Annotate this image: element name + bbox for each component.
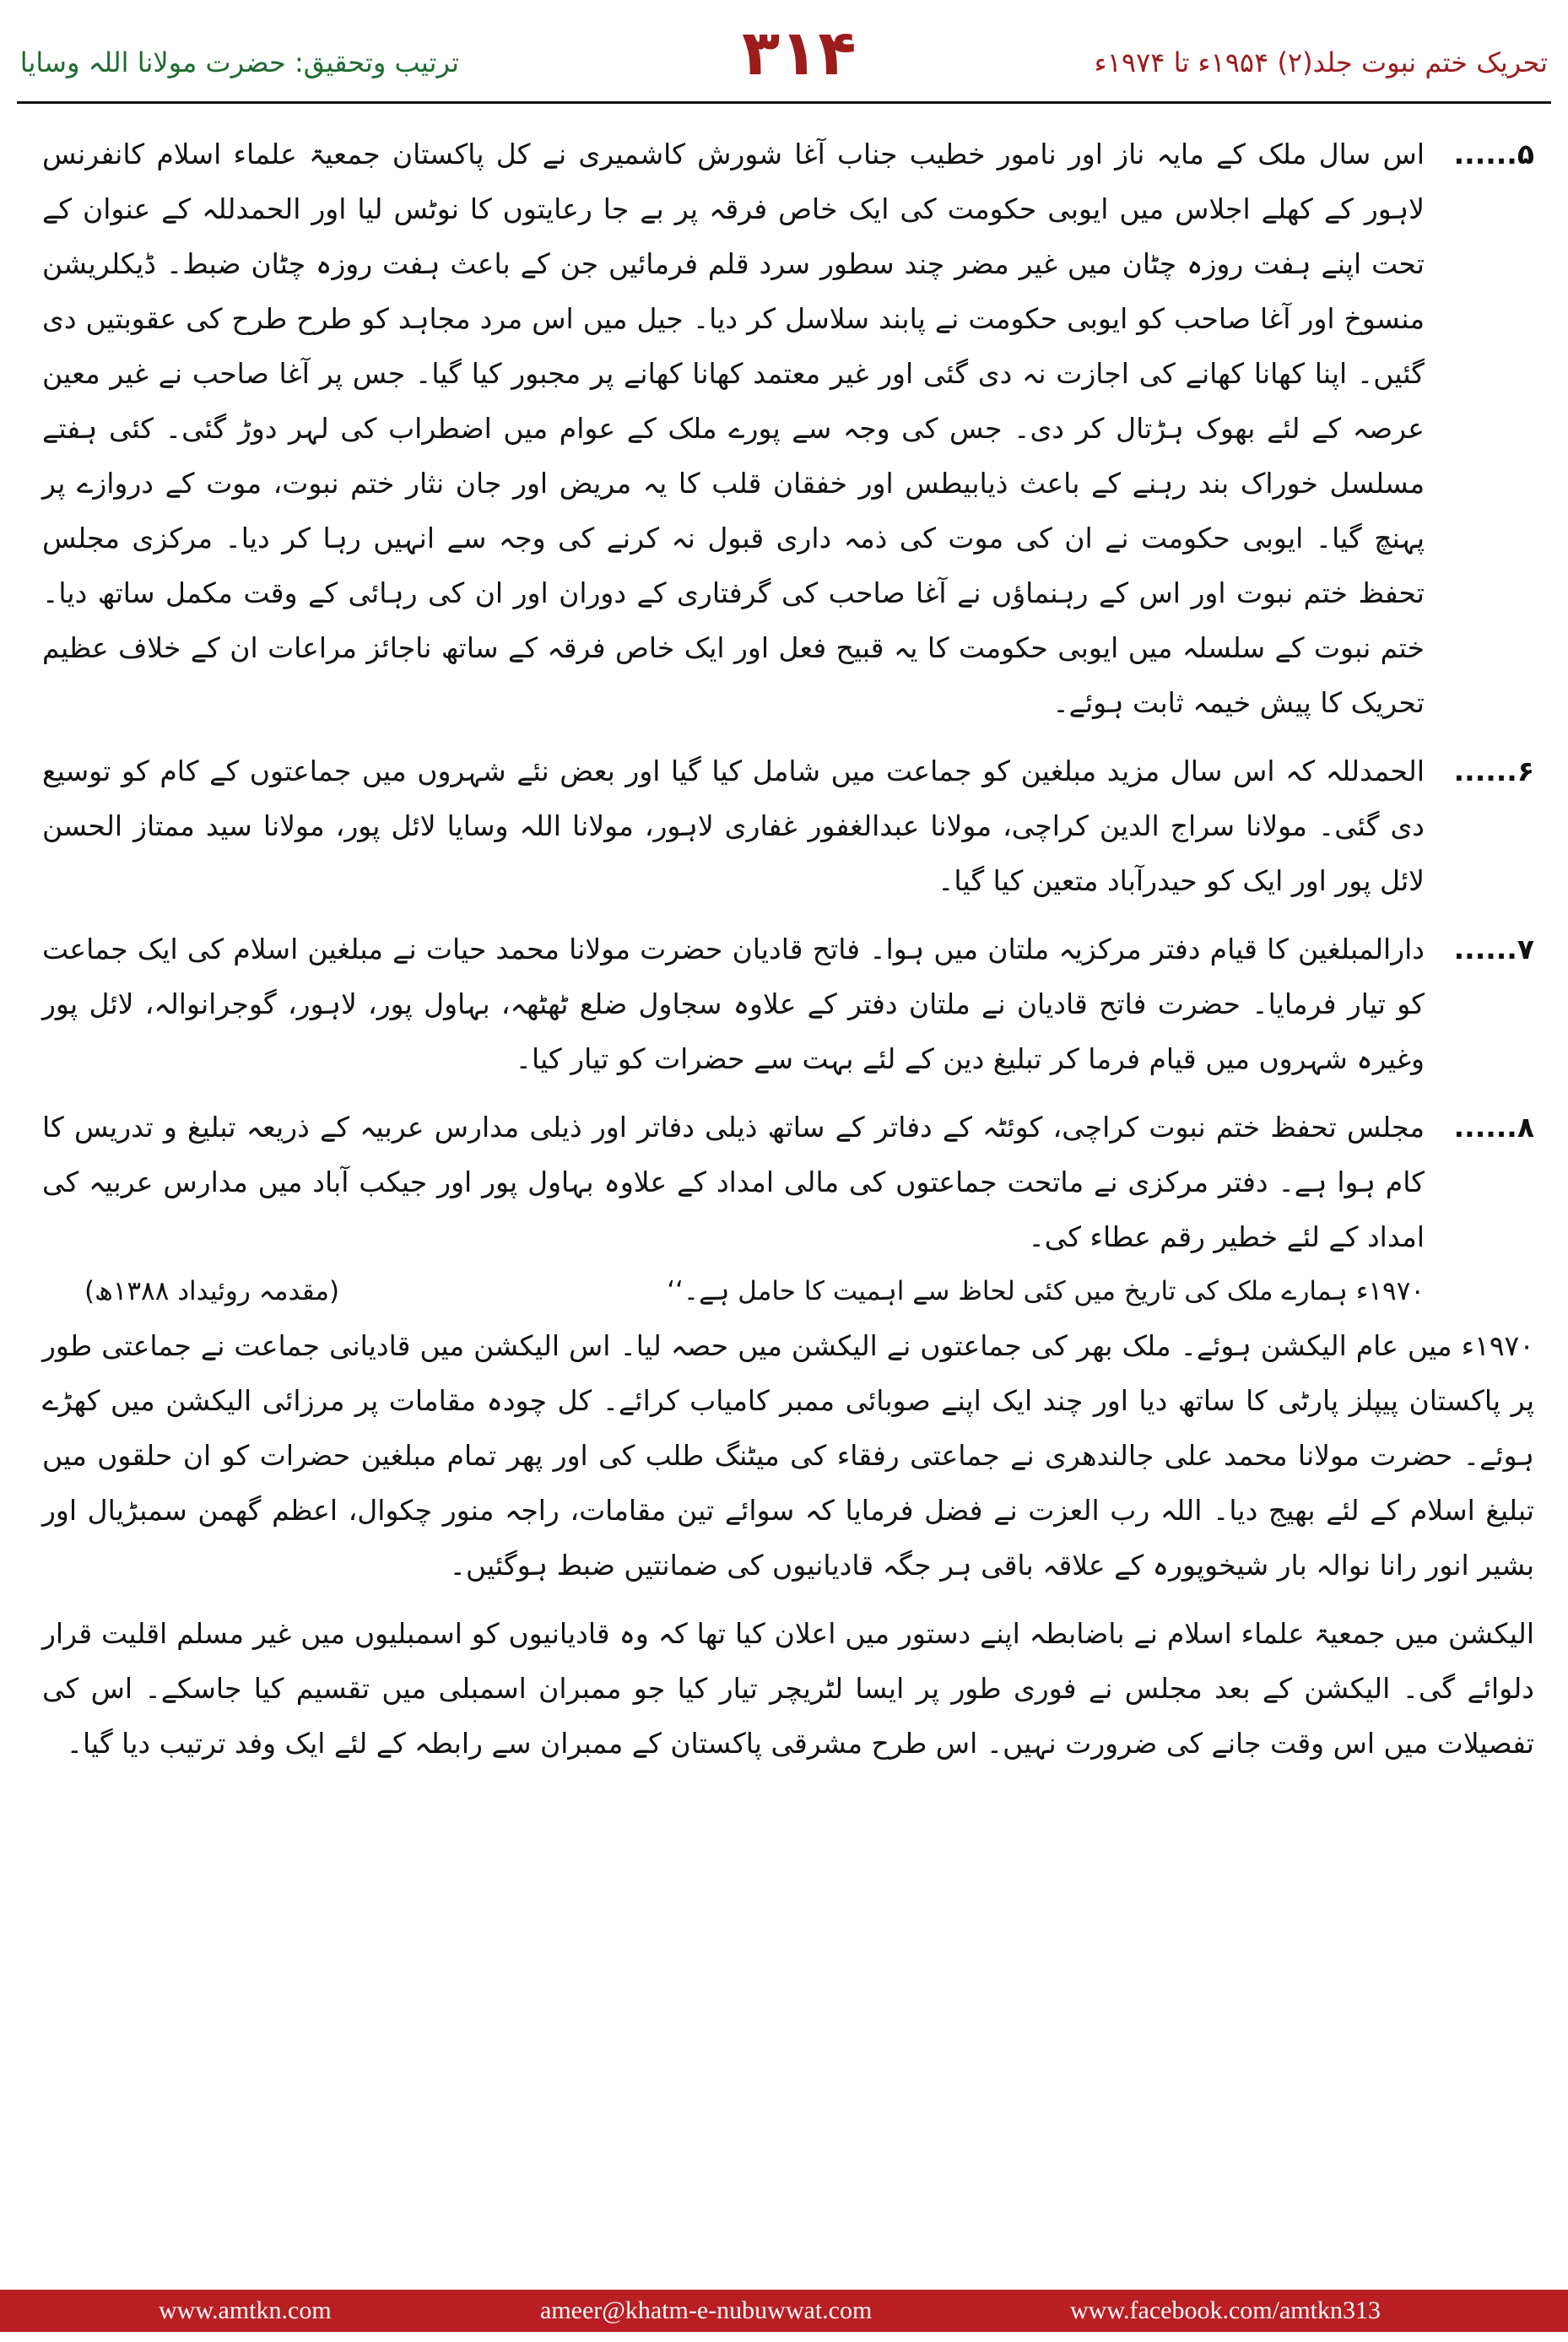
paragraph-text: ۱۹۷۰ء میں عام الیکشن ہوئے۔ ملک بھر کی جماعتوں نے الیکشن میں حصہ لیا۔ اس الیکشن میں قادیانی جماعت نے جماعتی طور پر پاکستان پیپلز پارٹی کا ساتھ دیا اور چند ایک اپنے صوبائی ممبر کامیاب کرائے۔ کل چودہ مقامات پر مرزائی الیکشن میں کھڑے ہوئے۔ حضرت مولانا محمد علی جالندھری نے جماعتی رفقاء کی میٹنگ طلب کی اور پھر تمام مبلغین حضرات کو ان حلقوں میں تبلیغ اسلام کے لئے بھیج دیا۔ اللہ رب العزت نے فضل فرمایا کہ سوائے تین مقامات، راجہ منور چکوال، اعظم گھمن سمبڑیال اور بشیر انور رانا نوالہ بار شیخوپورہ کے علاقہ باقی ہر جگہ قادیانیوں کی ضمانتیں ضبط ہوگئیں۔ [42, 1329, 1534, 1582]
page-body [34, 127, 1534, 2270]
compiler-credit: ترتیب وتحقیق: حضرت مولانا اللہ وسایا [20, 46, 459, 78]
book-title: تحریک ختم نبوت جلد(۲) ۱۹۵۴ء تا ۱۹۷۴ء [1094, 46, 1548, 78]
paragraph-text: اس سال ملک کے مایہ ناز اور نامور خطیب جناب آغا شورش کاشمیری نے کل پاکستان جمعیۃ علماء اسلام کانفرنس لاہور کے کھلے اجلاس میں ایوبی حکومت کی ایک خاص فرقہ پر بے جا رعایتوں کا نوٹس لیا اور الحمدللہ کے عنوان کے تحت اپنے ہفت روزہ چٹان میں غیر مضر چند سطور سرد قلم فرمائیں جن کے باعث ہفت روزہ چٹان ضبط۔ ڈیکلریشن منسوخ اور آغا صاحب کو ایوبی حکومت نے پابند سلاسل کر دیا۔ جیل میں اس مرد مجاہد کو طرح طرح کی عقوبتیں دی گئیں۔ اپنا کھانا کھانے کی اجازت نہ دی گئی اور غیر معتمد کھانا کھانے پر مجبور کیا گیا۔ جس پر آغا صاحب نے غیر معین عرصہ کے لئے بھوک ہڑتال کر دی۔ جس کی وجہ سے پورے ملک کے عوام میں اضطراب کی لہر دوڑ گئی۔ کئی ہفتے مسلسل خوراک بند رہنے کے باعث ذیابیطس اور خفقان قلب کا یہ مریض اور جان نثار ختم نبوت، موت کے دروازے پر پہنچ گیا۔ ایوبی حکومت نے ان کی موت کی ذمہ داری قبول نہ کرنے کی وجہ سے انہیں رہا کر دیا۔ مرکزی مجلس تحفظ ختم نبوت اور اس کے رہنماؤں نے آغا صاحب کی گرفتاری کے دوران اور ان کی رہائی کے وقت مکمل ساتھ دیا۔ ختم نبوت کے سلسلہ میں ایوبی حکومت کا یہ قبیح فعل اور ایک خاص فرقہ کے ساتھ ناجائز مراعات ان کے خلاف عظیم تحریک کا پیش خیمہ ثابت ہوئے۔ [42, 138, 1425, 719]
paragraph-election-aftermath [34, 1606, 1534, 1771]
paragraph-text: مجلس تحفظ ختم نبوت کراچی، کوئٹہ کے دفاتر کے ساتھ ذیلی دفاتر اور ذیلی مدارس عربیہ کے ذریعہ تبلیغ و تدریس کا کام ہوا ہے۔ دفتر مرکزی نے ماتحت جماعتوں کی مالی امداد کے علاوہ بہاول پور اور جیکب آباد میں مدارس عربیہ کی امداد کے لئے خطیر رقم عطاء کی۔ [42, 1111, 1425, 1253]
paragraph-text: الحمدللہ کہ اس سال مزید مبلغین کو جماعت میں شامل کیا گیا اور بعض نئے شہروں میں جماعتوں کے کام کو توسیع دی گئی۔ مولانا سراج الدین کراچی، مولانا عبدالغفور غفاری لاہور، مولانا اللہ وسایا لائل پور، مولانا سید ممتاز الحسن لائل پور اور ایک کو حیدرآباد متعین کیا گیا۔ [42, 755, 1425, 897]
paragraph-number: ۵...... [1453, 138, 1534, 170]
paragraph-1970-election [34, 1318, 1534, 1593]
citation-quote: ۱۹۷۰ء ہمارے ملک کی تاریخ میں کئی لحاظ سے اہمیت کا حامل ہے۔‘‘ [667, 1276, 1425, 1306]
header-divider [17, 101, 1551, 104]
website-link[interactable]: www.amtkn.com [159, 2296, 332, 2324]
paragraph-text: الیکشن میں جمعیۃ علماء اسلام نے باضابطہ اپنے دستور میں اعلان کیا تھا کہ وہ قادیانیوں کو اسمبلیوں میں غیر مسلم اقلیت قرار دلوائے گی۔ الیکشن کے بعد مجلس نے فوری طور پر ایسا لٹریچر تیار کیا جو ممبران اسمبلی میں تقسیم کیا جاسکے۔ اس کی تفصیلات میں اس وقت جانے کی ضرورت نہیں۔ اس طرح مشرقی پاکستان کے ممبران سے رابطہ کے لئے ایک وفد ترتیب دیا گیا۔ [42, 1617, 1534, 1760]
paragraph-8 [34, 1100, 1534, 1264]
page-footer [0, 2274, 1568, 2342]
citation-line [34, 1264, 1425, 1318]
paragraph-5 [34, 127, 1534, 730]
paragraph-6 [34, 744, 1534, 908]
paragraph-number: ۸...... [1453, 1111, 1534, 1144]
email-link[interactable]: ameer@khatm-e-nubuwwat.com [540, 2296, 873, 2324]
paragraph-number: ۷...... [1453, 933, 1534, 965]
paragraph-7 [34, 922, 1534, 1086]
paragraph-text: دارالمبلغین کا قیام دفتر مرکزیہ ملتان میں ہوا۔ فاتح قادیان حضرت مولانا محمد حیات نے مبلغین اسلام کی ایک جماعت کو تیار فرمایا۔ حضرت فاتح قادیان نے ملتان دفتر کے علاوہ سجاول ضلع ٹھٹھہ، بہاول پور، لاہور، گوجرانوالہ، لائل پور وغیرہ شہروں میں قیام فرما کر تبلیغ دین کے لئے بہت سے حضرات کو تیار کیا۔ [42, 933, 1425, 1075]
facebook-link[interactable]: www.facebook.com/amtkn313 [1070, 2296, 1381, 2324]
page-number: ۳۱۴ [742, 17, 857, 89]
paragraph-number: ۶...... [1453, 755, 1534, 787]
page-header [0, 0, 1568, 127]
citation-source: (مقدمہ روئیداد ۱۳۸۸ھ) [84, 1276, 340, 1306]
